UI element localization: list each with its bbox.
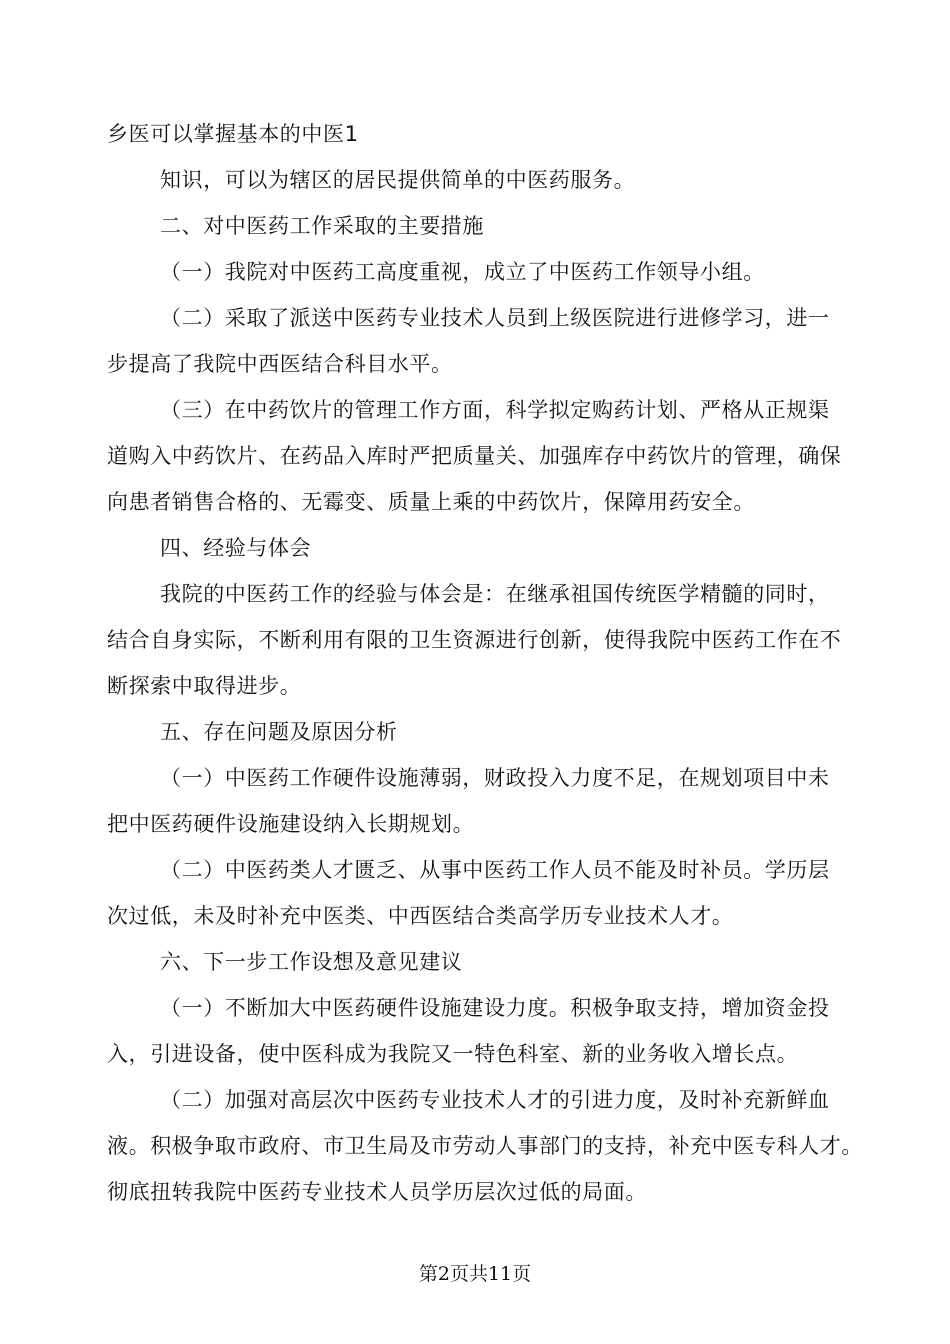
- text-line: 入，引进设备，使中医科成为我院又一特色科室、新的业务收入增长点。: [107, 1042, 799, 1066]
- text-line: 步提高了我院中西医结合科目水平。: [107, 352, 453, 376]
- text-line: 乡医可以掌握基本的中医1: [107, 122, 359, 146]
- section-heading: 二、对中医药工作采取的主要措施: [160, 214, 484, 238]
- text-line: （一）我院对中医药工高度重视，成立了中医药工作领导小组。: [160, 260, 765, 284]
- text-line: 液。积极争取市政府、市卫生局及市劳动人事部门的支持，补充中医专科人才。: [107, 1134, 863, 1158]
- section-heading: 六、下一步工作设想及意见建议: [160, 950, 463, 974]
- text-line: 把中医药硬件设施建设纳入长期规划。: [107, 812, 475, 836]
- text-line: （二）采取了派送中医药专业技术人员到上级医院进行进修学习，进一: [160, 306, 830, 330]
- section-heading: 五、存在问题及原因分析: [160, 720, 398, 744]
- text-line: 知识，可以为辖区的居民提供简单的中医药服务。: [160, 168, 636, 192]
- text-line: （一）不断加大中医药硬件设施建设力度。积极争取支持，增加资金投: [160, 996, 830, 1020]
- text-line: 彻底扭转我院中医药专业技术人员学历层次过低的局面。: [107, 1180, 647, 1204]
- text-line: 次过低，未及时补充中医类、中西医结合类高学历专业技术人才。: [107, 904, 734, 928]
- text-line: （一）中医药工作硬件设施薄弱，财政投入力度不足，在规划项目中未: [160, 766, 830, 790]
- text-line: 我院的中医药工作的经验与体会是：在继承祖国传统医学精髓的同时，: [160, 582, 830, 606]
- text-line: 断探索中取得进步。: [107, 674, 302, 698]
- page-number-footer: 第2页共11页: [418, 1263, 532, 1285]
- text-line: （二）中医药类人才匮乏、从事中医药工作人员不能及时补员。学历层: [160, 858, 830, 882]
- text-line: （三）在中药饮片的管理工作方面，科学拟定购药计划、严格从正规渠: [160, 398, 830, 422]
- text-line: 结合自身实际，不断利用有限的卫生资源进行创新，使得我院中医药工作在不: [107, 628, 842, 652]
- text-line: （二）加强对高层次中医药专业技术人才的引进力度，及时补充新鲜血: [160, 1088, 830, 1112]
- section-heading: 四、经验与体会: [160, 536, 312, 560]
- text-line: 向患者销售合格的、无霉变、质量上乘的中药饮片，保障用药安全。: [107, 490, 755, 514]
- text-line: 道购入中药饮片、在药品入库时严把质量关、加强库存中药饮片的管理，确保: [107, 444, 842, 468]
